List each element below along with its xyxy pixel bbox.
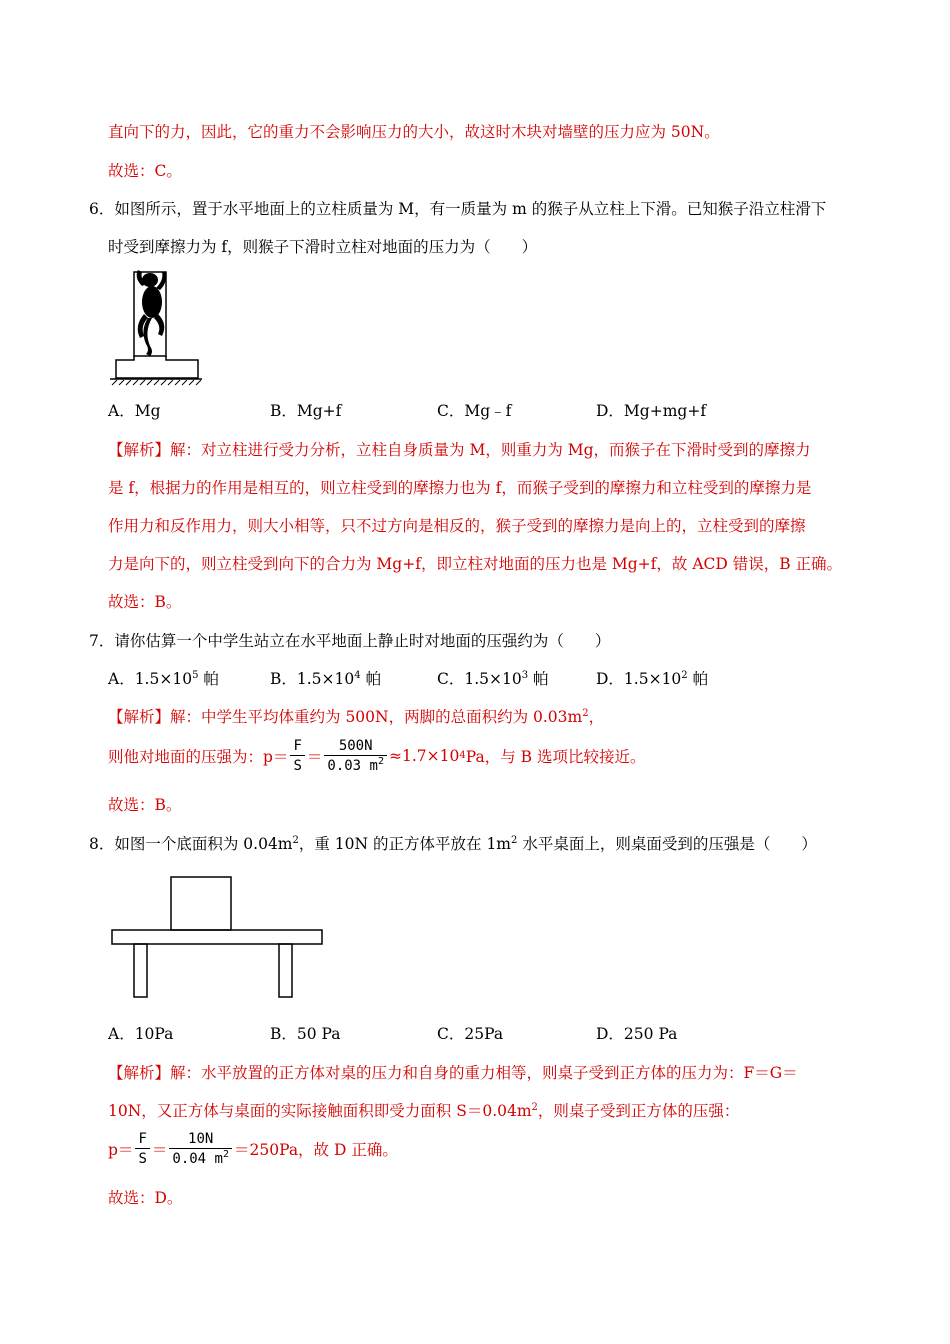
fraction-f-over-s: $\frac{F}{S}$	[135, 1130, 149, 1169]
q7-option-a[interactable]: A．$1.5\times 10^5$ 帕	[108, 670, 219, 688]
q6-analysis-text1: 解：对立柱进行受力分析，立柱自身质量为 M，则重力为 Mg，而猴子在下滑时受到的摩擦力	[170, 441, 811, 459]
analysis-label: 【解析】	[108, 708, 171, 726]
q6-answer: 故选：B。	[108, 593, 182, 611]
q7-answer: 故选：B。	[108, 796, 182, 814]
analysis-label: 【解析】	[108, 441, 171, 459]
fraction-f-over-s: $\frac{F}{S}$	[290, 737, 304, 776]
q6-option-a[interactable]: A．Mg	[108, 402, 161, 420]
q7-stem: 7．请你估算一个中学生站立在水平地面上静止时对地面的压强约为（ ）	[89, 632, 611, 650]
fraction-value: $\frac{500N}{0.03 m^2}$	[324, 737, 387, 776]
q7-analysis-line1: 【解析】解：中学生平均体重约为 500N，两脚的总面积约为 $0.03m^2$，	[108, 708, 605, 726]
q6-analysis-line1	[108, 439, 811, 461]
q8-option-c[interactable]: C．25Pa	[437, 1025, 504, 1043]
q6-option-c[interactable]: C．Mg﹣f	[437, 402, 512, 420]
prev-analysis-line: 直向下的力，因此，它的重力不会影响压力的大小，故这时木块对墙壁的压力应为 50N。	[108, 123, 720, 141]
q8-stem: 8．如图一个底面积为 $0.04m^2$，重 10N 的正方体平放在 $1m^2$ 水平桌面上，则桌面受到的压强是（ ）	[89, 835, 817, 853]
prev-answer: 故选：C。	[108, 162, 182, 180]
q8-option-b[interactable]: B．50 Pa	[270, 1025, 341, 1043]
q6-analysis-line2: 是 f，根据力的作用是相互的，则立柱受到的摩擦力也为 f，而猴子受到的摩擦力和立柱受到的摩擦力是	[108, 479, 812, 497]
q7-option-c[interactable]: C．$1.5\times 10^3$ 帕	[437, 670, 549, 688]
q6-option-b[interactable]: B．Mg+f	[270, 402, 342, 420]
monkey-icon	[137, 270, 167, 356]
q6-analysis-line3: 作用力和反作用力，则大小相等，只不过方向是相反的，猴子受到的摩擦力是向上的，立柱受到的摩擦	[108, 517, 806, 535]
q6-stem-line2: 时受到摩擦力为 f，则猴子下滑时立柱对地面的压力为（ ）	[108, 238, 538, 256]
q6-option-d[interactable]: D．Mg+mg+f	[596, 402, 707, 420]
q8-option-a[interactable]: A．10Pa	[108, 1025, 174, 1043]
q7-option-b[interactable]: B．$1.5\times 10^4$ 帕	[270, 670, 382, 688]
q8-formula: p＝ $\frac{F}{S}$ ＝ $\frac{10N}{0.04 m^2}$ ＝250Pa，故 D 正确。	[108, 1130, 398, 1167]
q8-option-d[interactable]: D．250 Pa	[596, 1025, 678, 1043]
analysis-label: 【解析】	[108, 1064, 171, 1082]
fraction-value: $\frac{10N}{0.04 m^2}$	[169, 1130, 232, 1169]
monkey-pole-figure	[108, 268, 204, 386]
q7-option-d[interactable]: D．$1.5\times 10^2$ 帕	[596, 670, 709, 688]
q6-stem-line1: 6．如图所示，置于水平地面上的立柱质量为 M，有一质量为 m 的猴子从立柱上下滑。已知猴子沿立柱滑下	[89, 200, 827, 218]
q8-analysis-line2: 10N，又正方体与桌面的实际接触面积即受力面积 $S=0.04m^2$，则桌子受到正方体的压强：	[108, 1102, 740, 1120]
q6-analysis-line4: 力是向下的，则立柱受到向下的合力为 Mg+f，即立柱对地面的压力也是 Mg+f，故 ACD 错误，B 正确。	[108, 555, 843, 573]
q7-formula: 则他对地面的压强为：p＝ $\frac{F}{S}$ ＝ $\frac{500N}{0.03 m^2}$ ≈1.7×10 4 Pa，与 B 选项比较接近。	[108, 737, 646, 774]
cube-on-table-figure	[108, 872, 326, 1002]
q8-analysis-line1: 【解析】解：水平放置的正方体对桌的压力和自身的重力相等，则桌子受到正方体的压力为：F＝G＝	[108, 1064, 798, 1082]
q8-answer: 故选：D。	[108, 1189, 183, 1207]
